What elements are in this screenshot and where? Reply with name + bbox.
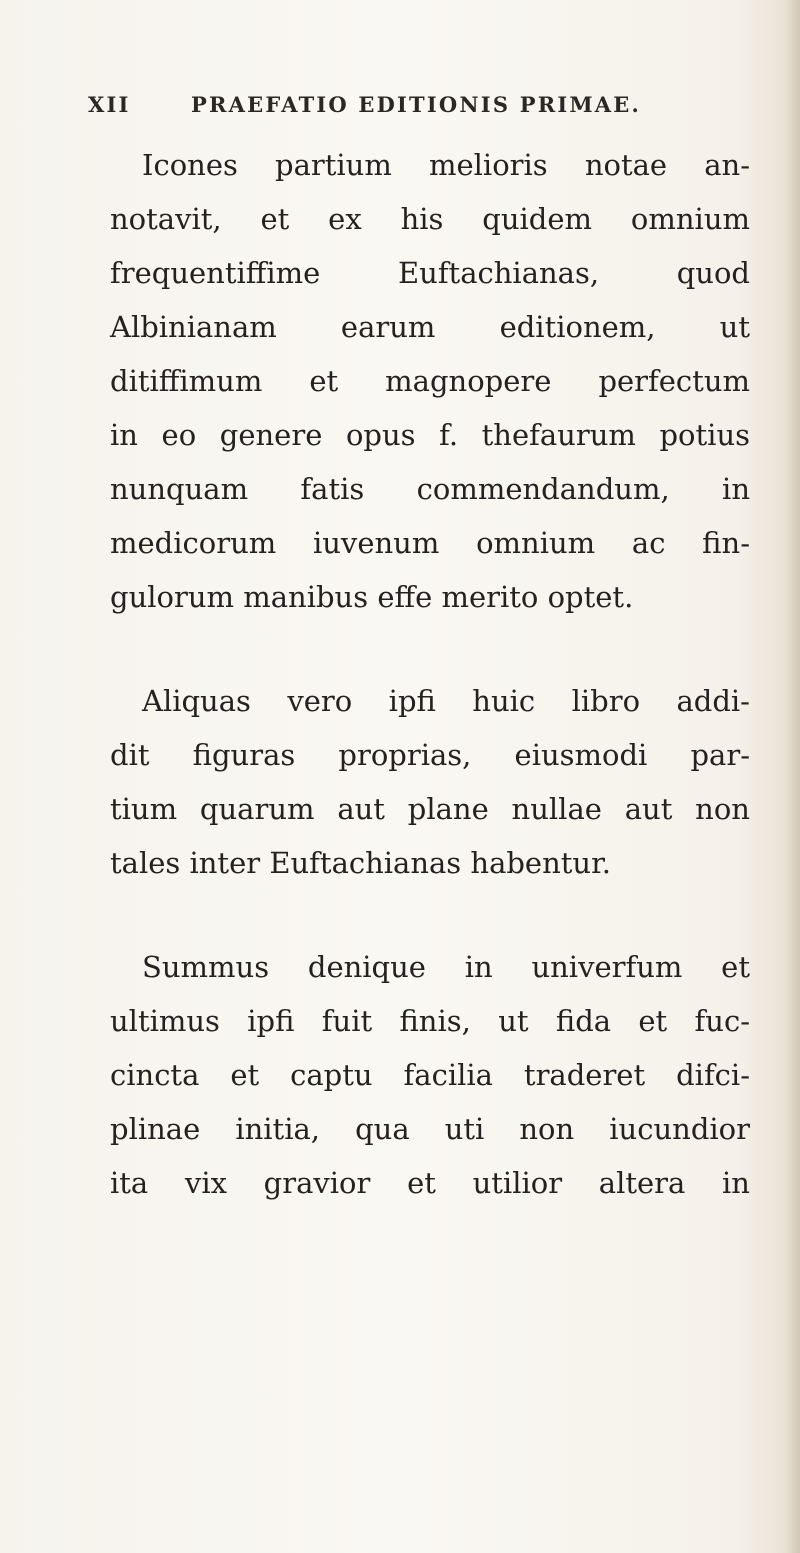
paragraph-2 [110, 674, 750, 890]
text-line: tales inter Euftachianas habentur. [110, 846, 612, 880]
text-line: Icones partium melioris notae an- [142, 148, 750, 182]
text-line: Summus denique in univerfum et [142, 950, 750, 984]
body-text [110, 138, 750, 1210]
text-line: gulorum manibus effe merito optet. [110, 580, 634, 614]
text-line: frequentiffime Euftachianas, quod [110, 256, 750, 290]
text-line: nunquam fatis commendandum, in [110, 472, 750, 506]
text-line: dit figuras proprias, eiusmodi par- [110, 738, 750, 772]
text-line: Albinianam earum editionem, ut [110, 310, 750, 344]
text-line: ultimus ipfi fuit finis, ut fida et fuc- [110, 1004, 750, 1038]
page-number: XII [88, 92, 131, 117]
text-line: medicorum iuvenum omnium ac fin- [110, 526, 750, 560]
text-line: cincta et captu facilia traderet difci- [110, 1058, 750, 1092]
text-line: ditiffimum et magnopere perfectum [110, 364, 750, 398]
page-edge-shadow [786, 0, 800, 1553]
running-head [88, 92, 728, 128]
text-line: in eo genere opus f. thefaurum potius [110, 418, 750, 452]
paragraph-3 [110, 940, 750, 1210]
running-title: PRAEFATIO EDITIONIS PRIMAE. [191, 92, 642, 117]
text-line: tium quarum aut plane nullae aut non [110, 792, 750, 826]
text-line: plinae initia, qua uti non iucundior [110, 1112, 750, 1146]
text-line: Aliquas vero ipfi huic libro addi- [142, 684, 750, 718]
paragraph-1 [110, 138, 750, 624]
text-line: notavit, et ex his quidem omnium [110, 202, 750, 236]
text-line: ita vix gravior et utilior altera in [110, 1166, 750, 1200]
